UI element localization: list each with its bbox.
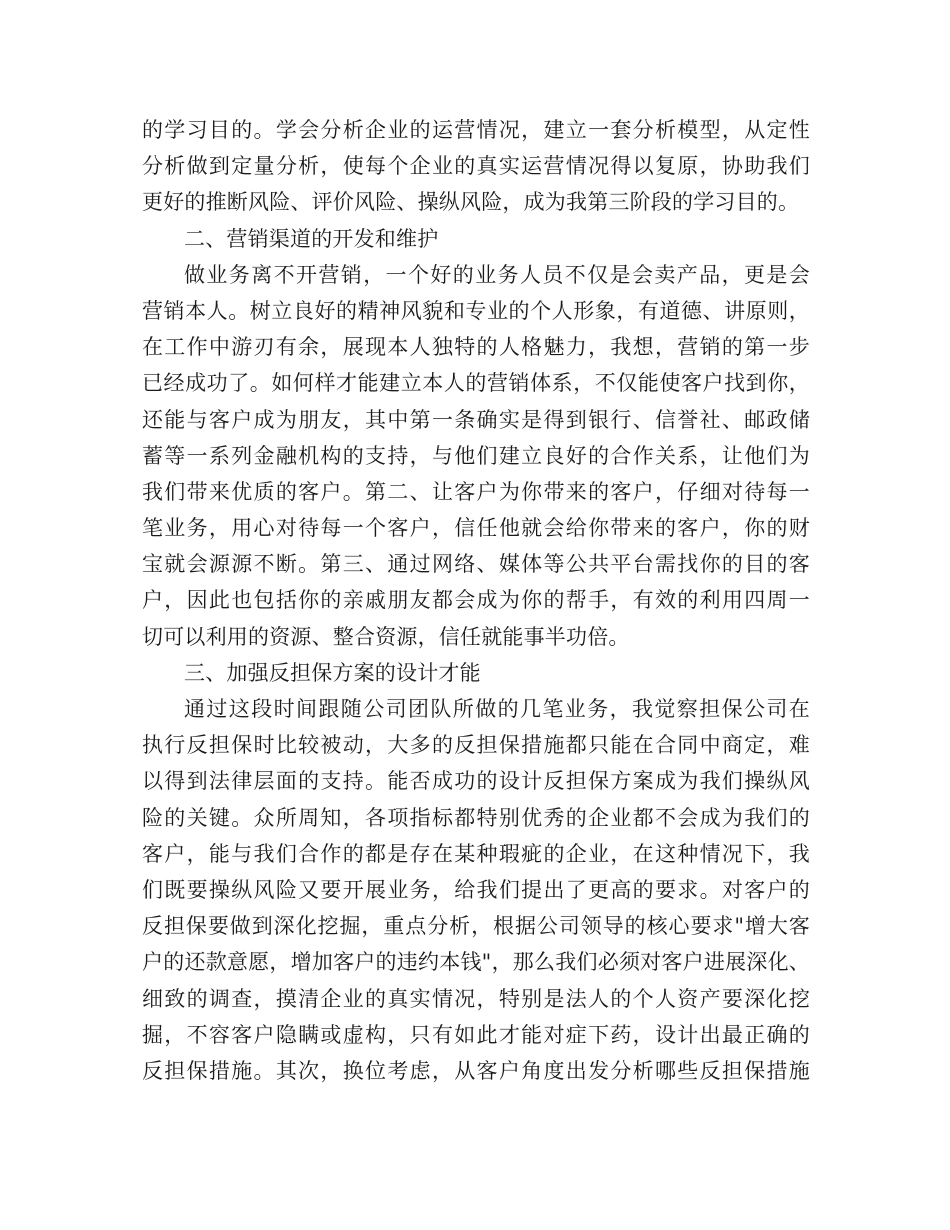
- body-line: 笔业务，用心对待每一个客户，信任他就会给你带来的客户，你的财: [142, 516, 810, 541]
- body-line: 户，因此也包括你的亲戚朋友都会成为你的帮手，有效的利用四周一: [142, 588, 810, 613]
- body-line: 还能与客户成为朋友，其中第一条确实是得到银行、信誉社、邮政储: [142, 407, 810, 432]
- body-line: 我们带来优质的客户。第二、让客户为你带来的客户，仔细对待每一: [142, 479, 810, 504]
- body-line: 反担保要做到深化挖掘，重点分析，根据公司领导的核心要求"增大客: [142, 914, 810, 939]
- body-line: 更好的推断风险、评价风险、操纵风险，成为我第三阶段的学习目的。: [142, 190, 800, 215]
- section-heading: 三、加强反担保方案的设计才能: [184, 660, 481, 685]
- body-line: 营销本人。树立良好的精神风貌和专业的个人形象，有道德、讲原则，: [142, 298, 810, 323]
- body-line: 做业务离不开营销，一个好的业务人员不仅是会卖产品，更是会: [184, 262, 810, 287]
- body-line: 以得到法律层面的支持。能否成功的设计反担保方案成为我们操纵风: [142, 769, 810, 794]
- body-line: 宝就会源源不断。第三、通过网络、媒体等公共平台需找你的目的客: [142, 552, 810, 577]
- body-line: 户的还款意愿，增加客户的违约本钱"，那么我们必须对客户进展深化、: [142, 950, 810, 975]
- body-line: 们既要操纵风险又要开展业务，给我们提出了更高的要求。对客户的: [142, 877, 810, 902]
- body-line: 蓄等一系列金融机构的支持，与他们建立良好的合作关系，让他们为: [142, 443, 810, 468]
- body-line: 已经成功了。如何样才能建立本人的营销体系，不仅能使客户找到你，: [142, 371, 810, 396]
- body-line: 切可以利用的资源、整合资源，信任就能事半功倍。: [142, 624, 630, 649]
- body-line: 分析做到定量分析，使每个企业的真实运营情况得以复原，协助我们: [142, 154, 810, 179]
- body-line: 的学习目的。学会分析企业的运营情况，建立一套分析模型，从定性: [142, 118, 810, 142]
- document-body: [142, 112, 810, 1089]
- body-line: 客户，能与我们合作的都是存在某种瑕疵的企业，在这种情况下，我: [142, 841, 810, 866]
- body-line: 执行反担保时比较被动，大多的反担保措施都只能在合同中商定，难: [142, 733, 810, 758]
- body-line: 通过这段时间跟随公司团队所做的几笔业务，我觉察担保公司在: [184, 697, 810, 721]
- body-line: 掘，不容客户隐瞒或虚构，只有如此才能对症下药，设计出最正确的: [142, 1022, 810, 1047]
- body-line: 在工作中游刃有余，展现本人独特的人格魅力，我想，营销的第一步: [142, 335, 810, 360]
- body-line: 反担保措施。其次，换位考虑，从客户角度出发分析哪些反担保措施: [142, 1058, 810, 1083]
- body-line: 细致的调查，摸清企业的真实情况，特别是法人的个人资产要深化挖: [142, 986, 810, 1011]
- body-line: 险的关键。众所周知，各项指标都特别优秀的企业都不会成为我们的: [142, 805, 810, 830]
- section-heading: 二、营销渠道的开发和维护: [184, 226, 439, 251]
